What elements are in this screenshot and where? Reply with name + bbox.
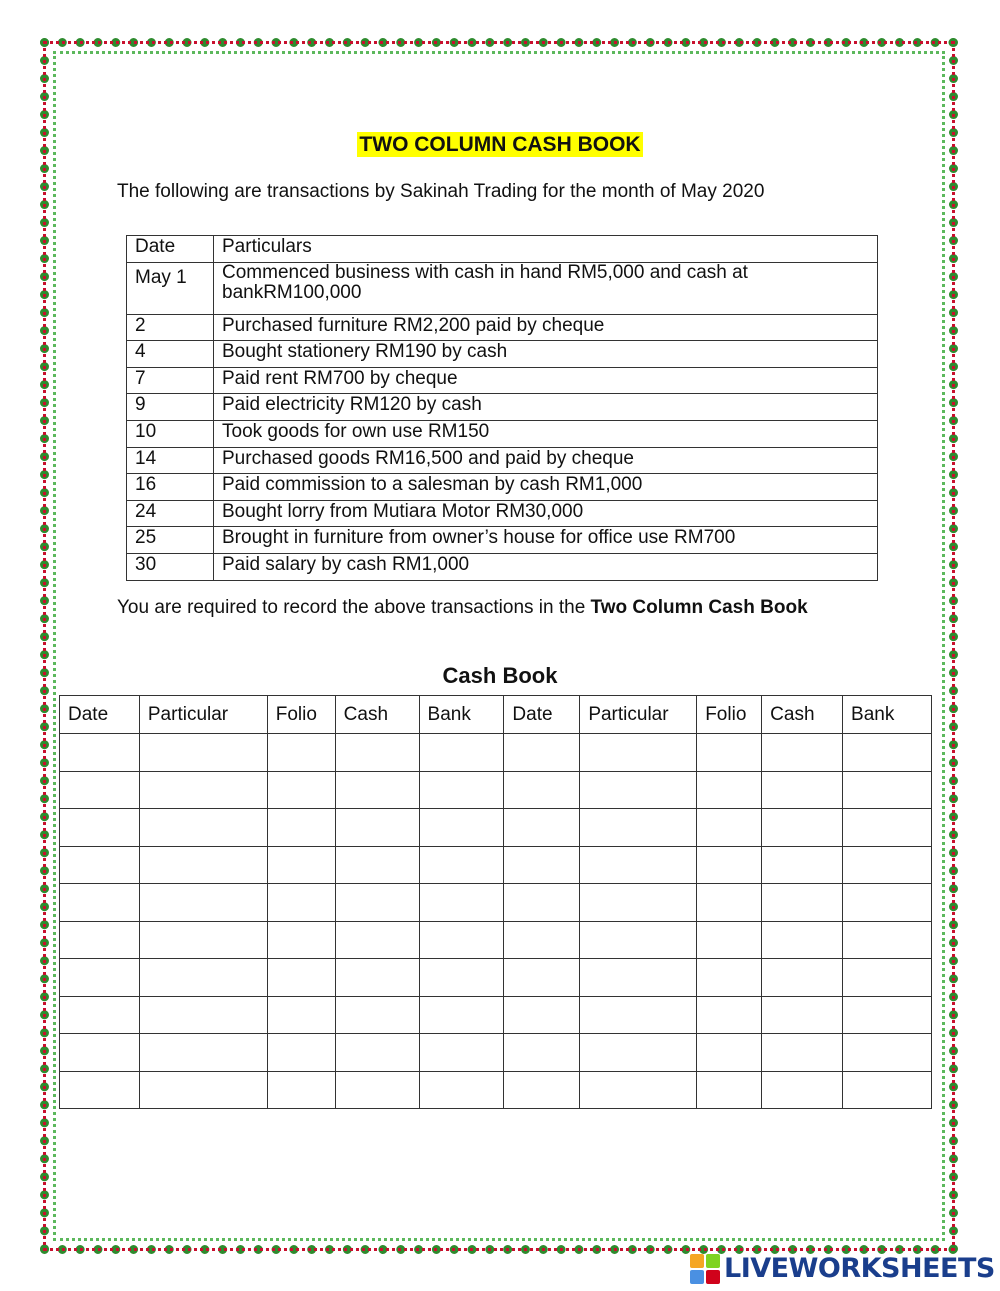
- cash-book-cell-bank[interactable]: [843, 809, 932, 847]
- transaction-particular: Purchased furniture RM2,200 paid by cheque: [214, 314, 878, 341]
- cash-book-cell-cash[interactable]: [335, 734, 419, 772]
- transaction-date: 14: [127, 447, 214, 474]
- cash-book-cell-bank[interactable]: [843, 996, 932, 1034]
- cash-book-cell-bank[interactable]: [843, 846, 932, 884]
- table-header-row: [127, 236, 878, 263]
- cash-book-cell-cash[interactable]: [335, 1034, 419, 1072]
- transaction-date: 30: [127, 553, 214, 580]
- cash-book-header-cash: Cash: [335, 696, 419, 734]
- cash-book-cell-bank[interactable]: [843, 1071, 932, 1109]
- cash-book-cell-particular[interactable]: [139, 921, 267, 959]
- cash-book-cell-cash[interactable]: [762, 996, 843, 1034]
- transaction-row: [127, 341, 878, 368]
- cash-book-cell-date[interactable]: [504, 846, 580, 884]
- transaction-date: 24: [127, 500, 214, 527]
- transaction-particular: Commenced business with cash in hand RM5,000 and cash at bankRM100,000: [214, 262, 878, 314]
- cash-book-cell-cash[interactable]: [762, 771, 843, 809]
- cash-book-cell-particular[interactable]: [580, 996, 697, 1034]
- logo-square: [706, 1270, 720, 1284]
- transaction-row: [127, 527, 878, 554]
- cash-book-cell-date[interactable]: [60, 1071, 140, 1109]
- cash-book-cell-folio[interactable]: [267, 846, 335, 884]
- cash-book-cell-date[interactable]: [504, 921, 580, 959]
- logo-square: [706, 1254, 720, 1268]
- cash-book-cell-date[interactable]: [60, 1034, 140, 1072]
- transaction-row: [127, 447, 878, 474]
- cash-book-cell-cash[interactable]: [335, 959, 419, 997]
- cash-book-cell-bank[interactable]: [843, 921, 932, 959]
- cash-book-cell-cash[interactable]: [335, 921, 419, 959]
- cash-book-cell-date[interactable]: [60, 996, 140, 1034]
- cash-book-header-bank: Bank: [843, 696, 932, 734]
- cash-book-cell-cash[interactable]: [762, 809, 843, 847]
- cash-book-cell-date[interactable]: [504, 809, 580, 847]
- cash-book-cell-folio[interactable]: [697, 959, 762, 997]
- transactions-table: [126, 235, 878, 581]
- cash-book-cell-bank[interactable]: [419, 884, 504, 922]
- cash-book-cell-particular[interactable]: [139, 959, 267, 997]
- transaction-date: May 1: [127, 262, 214, 314]
- cash-book-cell-folio[interactable]: [267, 1034, 335, 1072]
- transaction-particular: Brought in furniture from owner’s house for office use RM700: [214, 527, 878, 554]
- cash-book-cell-cash[interactable]: [762, 959, 843, 997]
- cash-book-header-date: Date: [504, 696, 580, 734]
- transaction-particular: Took goods for own use RM150: [214, 420, 878, 447]
- cash-book-header-folio: Folio: [267, 696, 335, 734]
- cash-book-cell-bank[interactable]: [843, 884, 932, 922]
- cash-book-cell-folio[interactable]: [697, 809, 762, 847]
- logo-text: LIVEWORKSHEETS: [724, 1253, 995, 1284]
- cash-book-cell-cash[interactable]: [762, 846, 843, 884]
- cash-book-cell-date[interactable]: [60, 771, 140, 809]
- transaction-row: [127, 553, 878, 580]
- cash-book-cell-cash[interactable]: [335, 1071, 419, 1109]
- cash-book-cell-cash[interactable]: [762, 884, 843, 922]
- cash-book-cell-cash[interactable]: [335, 809, 419, 847]
- cash-book-cell-date[interactable]: [504, 771, 580, 809]
- cash-book-cell-particular[interactable]: [139, 771, 267, 809]
- cash-book-row: [60, 921, 932, 959]
- cash-book-cell-folio[interactable]: [697, 1034, 762, 1072]
- cash-book-cell-bank[interactable]: [419, 809, 504, 847]
- cash-book-cell-bank[interactable]: [843, 734, 932, 772]
- instruction-emphasis: Two Column Cash Book: [590, 597, 808, 618]
- cash-book-cell-cash[interactable]: [762, 1034, 843, 1072]
- cash-book-cell-particular[interactable]: [580, 1034, 697, 1072]
- cash-book-row: [60, 959, 932, 997]
- cash-book-cell-particular[interactable]: [580, 959, 697, 997]
- cash-book-title: Cash Book: [442, 663, 558, 688]
- cash-book-cell-date[interactable]: [504, 959, 580, 997]
- cash-book-cell-folio[interactable]: [267, 921, 335, 959]
- cash-book-cell-particular[interactable]: [139, 1034, 267, 1072]
- cash-book-cell-folio[interactable]: [267, 1071, 335, 1109]
- cash-book-cell-particular[interactable]: [580, 734, 697, 772]
- cash-book-cell-bank[interactable]: [843, 1034, 932, 1072]
- logo-icon: [690, 1254, 720, 1284]
- cash-book-cell-bank[interactable]: [419, 1034, 504, 1072]
- cash-book-cell-folio[interactable]: [267, 809, 335, 847]
- cash-book-cell-cash[interactable]: [762, 734, 843, 772]
- cash-book-cell-date[interactable]: [504, 884, 580, 922]
- cash-book-cell-bank[interactable]: [419, 734, 504, 772]
- cash-book-header-bank: Bank: [419, 696, 504, 734]
- transaction-date: 25: [127, 527, 214, 554]
- header-particulars: Particulars: [214, 236, 878, 263]
- cash-book-cell-folio[interactable]: [267, 734, 335, 772]
- logo-square: [690, 1270, 704, 1284]
- cash-book-cell-bank[interactable]: [419, 921, 504, 959]
- cash-book-cell-cash[interactable]: [335, 996, 419, 1034]
- cash-book-cell-bank[interactable]: [419, 1071, 504, 1109]
- cash-book-cell-folio[interactable]: [267, 771, 335, 809]
- transaction-row: [127, 314, 878, 341]
- cash-book-cell-cash[interactable]: [335, 771, 419, 809]
- cash-book-cell-particular[interactable]: [580, 809, 697, 847]
- transaction-date: 9: [127, 394, 214, 421]
- logo-square: [690, 1254, 704, 1268]
- cash-book-row: [60, 1034, 932, 1072]
- cash-book-row: [60, 846, 932, 884]
- cash-book-cell-particular[interactable]: [139, 846, 267, 884]
- cash-book-cell-cash[interactable]: [335, 884, 419, 922]
- cash-book-header-date: Date: [60, 696, 140, 734]
- cash-book-cell-folio[interactable]: [697, 996, 762, 1034]
- cash-book-cell-folio[interactable]: [697, 846, 762, 884]
- cash-book-cell-date[interactable]: [504, 1034, 580, 1072]
- cash-book-header-cash: Cash: [762, 696, 843, 734]
- cash-book-cell-particular[interactable]: [139, 734, 267, 772]
- transaction-date: 7: [127, 367, 214, 394]
- cash-book-row: [60, 1071, 932, 1109]
- cash-book-cell-particular[interactable]: [580, 884, 697, 922]
- cash-book-cell-particular[interactable]: [139, 1071, 267, 1109]
- cash-book-row: [60, 996, 932, 1034]
- cash-book-cell-date[interactable]: [60, 884, 140, 922]
- cash-book-cell-folio[interactable]: [697, 1071, 762, 1109]
- cash-book-cell-particular[interactable]: [139, 884, 267, 922]
- cash-book-table: [59, 695, 932, 1109]
- page-title: TWO COLUMN CASH BOOK: [359, 133, 641, 156]
- cash-book-cell-particular[interactable]: [139, 996, 267, 1034]
- cash-book-row: [60, 884, 932, 922]
- cash-book-cell-date[interactable]: [60, 809, 140, 847]
- cash-book-cell-folio[interactable]: [267, 884, 335, 922]
- cash-book-cell-folio[interactable]: [697, 771, 762, 809]
- transaction-particular: Purchased goods RM16,500 and paid by cheque: [214, 447, 878, 474]
- cash-book-cell-date[interactable]: [60, 846, 140, 884]
- cash-book-cell-folio[interactable]: [697, 734, 762, 772]
- cash-book-header-particular: Particular: [139, 696, 267, 734]
- instruction-text: You are required to record the above transactions in the Two Column Cash Book: [117, 597, 808, 618]
- cash-book-cell-bank[interactable]: [843, 771, 932, 809]
- transaction-date: 2: [127, 314, 214, 341]
- cash-book-cell-particular[interactable]: [580, 921, 697, 959]
- header-date: Date: [127, 236, 214, 263]
- cash-book-cell-bank[interactable]: [419, 959, 504, 997]
- transaction-date: 16: [127, 474, 214, 501]
- cash-book-cell-folio[interactable]: [697, 921, 762, 959]
- cash-book-row: [60, 809, 932, 847]
- transaction-particular: Bought stationery RM190 by cash: [214, 341, 878, 368]
- cash-book-cell-date[interactable]: [504, 734, 580, 772]
- cash-book-cell-cash[interactable]: [762, 921, 843, 959]
- cash-book-header-particular: Particular: [580, 696, 697, 734]
- cash-book-cell-cash[interactable]: [762, 1071, 843, 1109]
- cash-book-cell-particular[interactable]: [580, 771, 697, 809]
- cash-book-cell-bank[interactable]: [419, 846, 504, 884]
- transaction-particular: Paid commission to a salesman by cash RM1,000: [214, 474, 878, 501]
- transaction-row: [127, 262, 878, 314]
- transaction-particular: Paid salary by cash RM1,000: [214, 553, 878, 580]
- transaction-row: [127, 500, 878, 527]
- cash-book-header-row: [60, 696, 932, 734]
- cash-book-cell-date[interactable]: [60, 959, 140, 997]
- cash-book-row: [60, 771, 932, 809]
- cash-book-cell-particular[interactable]: [580, 1071, 697, 1109]
- transaction-row: [127, 367, 878, 394]
- transaction-row: [127, 474, 878, 501]
- transaction-date: 4: [127, 341, 214, 368]
- cash-book-cell-particular[interactable]: [139, 809, 267, 847]
- cash-book-cell-date[interactable]: [60, 734, 140, 772]
- cash-book-cell-folio[interactable]: [697, 884, 762, 922]
- transaction-particular: Paid rent RM700 by cheque: [214, 367, 878, 394]
- cash-book-header-folio: Folio: [697, 696, 762, 734]
- cash-book-cell-folio[interactable]: [267, 996, 335, 1034]
- cash-book-row: [60, 734, 932, 772]
- liveworksheets-logo: [690, 1253, 995, 1284]
- cash-book-cell-bank[interactable]: [843, 959, 932, 997]
- transaction-date: 10: [127, 420, 214, 447]
- cash-book-cell-date[interactable]: [504, 1071, 580, 1109]
- cash-book-cell-cash[interactable]: [335, 846, 419, 884]
- cash-book-cell-bank[interactable]: [419, 771, 504, 809]
- transaction-particular: Paid electricity RM120 by cash: [214, 394, 878, 421]
- transaction-row: [127, 420, 878, 447]
- transaction-row: [127, 394, 878, 421]
- cash-book-cell-folio[interactable]: [267, 959, 335, 997]
- cash-book-cell-bank[interactable]: [419, 996, 504, 1034]
- transaction-particular: Bought lorry from Mutiara Motor RM30,000: [214, 500, 878, 527]
- cash-book-cell-date[interactable]: [504, 996, 580, 1034]
- cash-book-cell-particular[interactable]: [580, 846, 697, 884]
- intro-text: The following are transactions by Sakinah Trading for the month of May 2020: [117, 181, 765, 202]
- cash-book-cell-date[interactable]: [60, 921, 140, 959]
